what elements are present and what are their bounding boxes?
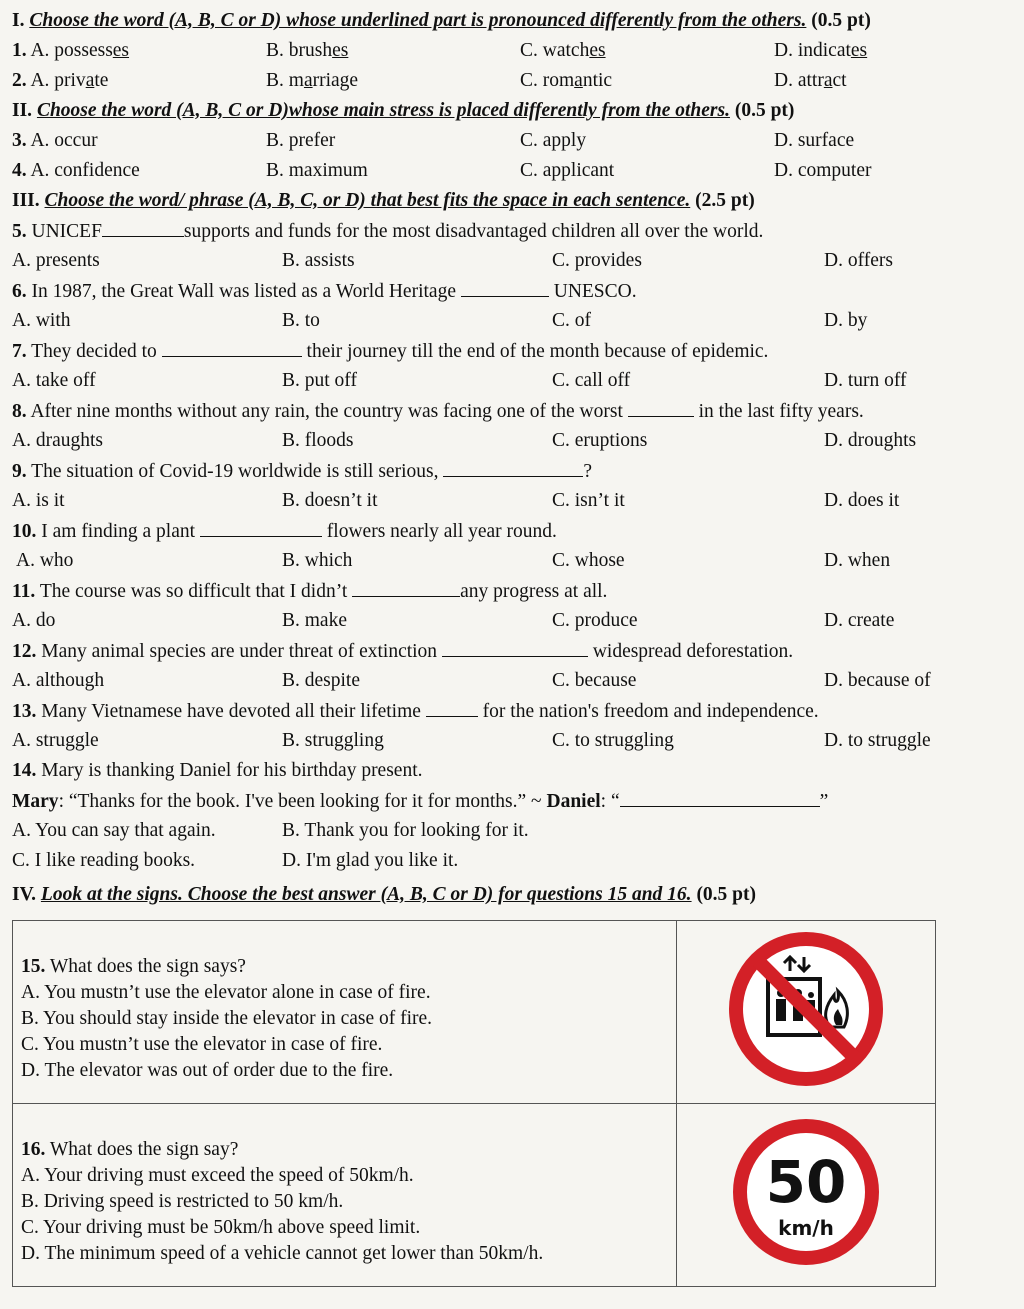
q14-options-ab <box>12 816 1012 846</box>
q9-stem: 9. The situation of Covid-19 worldwide is still serious, ? <box>12 456 1012 486</box>
q12-options <box>12 666 1012 696</box>
q12-option-b[interactable]: B. despite <box>282 670 360 691</box>
daniel-label: Daniel <box>546 791 601 812</box>
q5-option-c[interactable]: C. provides <box>552 250 642 271</box>
q3-option-b[interactable]: B. prefer <box>266 130 336 151</box>
q11-option-b[interactable]: B. make <box>282 610 347 631</box>
q16-option-c[interactable]: C. Your driving must be 50km/h above speed limit. <box>21 1217 421 1238</box>
q6-option-c[interactable]: C. of <box>552 310 591 331</box>
q11-option-a[interactable]: A. do <box>12 610 56 631</box>
section-1-title: Choose the word (A, B, C or D) whose underlined part is pronounced differently from the others. <box>29 10 807 31</box>
q7-option-d[interactable]: D. turn off <box>824 370 907 391</box>
q13-options <box>12 726 1012 756</box>
q11-options <box>12 606 1012 636</box>
q14-option-d[interactable]: D. I'm glad you like it. <box>282 850 459 871</box>
q15-option-b[interactable]: B. You should stay inside the elevator in case of fire. <box>21 1008 433 1029</box>
q14-option-b[interactable]: B. Thank you for looking for it. <box>282 820 529 841</box>
q9-options <box>12 486 1012 516</box>
q4-option-a[interactable]: 4. A. confidence <box>12 160 140 181</box>
q10-stem: 10. I am finding a plant flowers nearly all year round. <box>12 516 1012 546</box>
q9-blank[interactable] <box>443 456 583 477</box>
section-1-heading <box>12 6 1012 36</box>
q2-option-b[interactable]: B. marriage <box>266 70 359 91</box>
mary-label: Mary <box>12 791 59 812</box>
q5-option-b[interactable]: B. assists <box>282 250 355 271</box>
q7-stem: 7. They decided to their journey till the end of the month because of epidemic. <box>12 336 1012 366</box>
q10-option-a[interactable]: A. who <box>16 550 74 571</box>
q4-option-b[interactable]: B. maximum <box>266 160 368 181</box>
q4-option-c[interactable]: C. applicant <box>520 160 615 181</box>
q7-options <box>12 366 1012 396</box>
q6-option-d[interactable]: D. by <box>824 310 868 331</box>
q2-option-c[interactable]: C. romantic <box>520 70 613 91</box>
q5-options <box>12 246 1012 276</box>
section-1-points: (0.5 pt) <box>811 10 871 31</box>
signs-table <box>12 920 936 1287</box>
q3-option-d[interactable]: D. surface <box>774 130 855 151</box>
q8-options <box>12 426 1012 456</box>
q14-blank[interactable] <box>620 786 820 807</box>
q15-cell: 15. What does the sign says? A. You mustn’t use the elevator alone in case of fire. B. You should stay inside the elevator in case of fire. C. You mustn’t use the elevator in case of fire. D. The elevator was out of order due to the fire. <box>13 921 677 1104</box>
q6-options <box>12 306 1012 336</box>
section-2-heading: II. Choose the word (A, B, C or D)whose main stress is placed differently from the others. (0.5 pt) <box>12 100 795 121</box>
q8-option-a[interactable]: A. draughts <box>12 430 103 451</box>
q15-option-d[interactable]: D. The elevator was out of order due to the fire. <box>21 1060 394 1081</box>
q7-blank[interactable] <box>162 336 302 357</box>
q11-stem: 11. The course was so difficult that I didn’t any progress at all. <box>12 576 1012 606</box>
q1-option-c[interactable]: C. watches <box>520 40 606 61</box>
q14-options-cd <box>12 846 1012 876</box>
q14-dialogue: Mary: “Thanks for the book. I've been looking for it for months.” ~ Daniel: “ ” <box>12 786 1012 816</box>
q7-option-b[interactable]: B. put off <box>282 370 357 391</box>
q13-blank[interactable] <box>426 696 478 717</box>
q15-sign-cell <box>677 921 936 1104</box>
q16-option-b[interactable]: B. Driving speed is restricted to 50 km/h. <box>21 1191 344 1212</box>
q16-option-d[interactable]: D. The minimum speed of a vehicle cannot get lower than 50km/h. <box>21 1243 544 1264</box>
q12-stem: 12. Many animal species are under threat of extinction widespread deforestation. <box>12 636 1012 666</box>
q15-option-a[interactable]: A. You mustn’t use the elevator alone in case of fire. <box>21 982 431 1003</box>
q2-option-d[interactable]: D. attract <box>774 70 847 91</box>
q16-sign-cell <box>677 1104 936 1287</box>
q13-stem: 13. Many Vietnamese have devoted all their lifetime for the nation's freedom and independence. <box>12 696 1012 726</box>
q4-row <box>12 156 1012 186</box>
q10-options <box>12 546 1012 576</box>
q8-blank[interactable] <box>628 396 694 417</box>
q9-option-c[interactable]: C. isn’t it <box>552 490 625 511</box>
q6-option-b[interactable]: B. to <box>282 310 320 331</box>
q11-blank[interactable] <box>352 576 460 597</box>
q5-option-d[interactable]: D. offers <box>824 250 893 271</box>
no-elevator-fire-sign-icon <box>726 929 886 1089</box>
q8-stem: 8. After nine months without any rain, the country was facing one of the worst in the last fifty years. <box>12 396 1012 426</box>
q14-option-c[interactable]: C. I like reading books. <box>12 850 196 871</box>
q7-option-a[interactable]: A. take off <box>12 370 96 391</box>
q14-stem: 14. Mary is thanking Daniel for his birthday present. <box>12 760 423 781</box>
q6-stem: 6. In 1987, the Great Wall was listed as a World Heritage UNESCO. <box>12 276 1012 306</box>
q6-option-a[interactable]: A. with <box>12 310 71 331</box>
q2-option-a[interactable]: 2. A. private <box>12 70 109 91</box>
q11-option-d[interactable]: D. create <box>824 610 895 631</box>
speed-number: 50 <box>765 1148 847 1216</box>
q5-stem: 5. UNICEF supports and funds for the most disadvantaged children all over the world. <box>12 216 1012 246</box>
q13-option-b[interactable]: B. struggling <box>282 730 384 751</box>
q1-row <box>12 36 1012 66</box>
q1-option-b[interactable]: B. brushes <box>266 40 349 61</box>
q13-option-d[interactable]: D. to struggle <box>824 730 931 751</box>
q6-blank[interactable] <box>461 276 549 297</box>
speed-limit-sign-icon <box>731 1117 881 1267</box>
q3-option-a[interactable]: 3. A. occur <box>12 130 98 151</box>
q2-row <box>12 66 1012 96</box>
q4-option-d[interactable]: D. computer <box>774 160 872 181</box>
q16-option-a[interactable]: A. Your driving must exceed the speed of 50km/h. <box>21 1165 414 1186</box>
q15-option-c[interactable]: C. You mustn’t use the elevator in case of fire. <box>21 1034 383 1055</box>
q12-option-c[interactable]: C. because <box>552 670 637 691</box>
q11-option-c[interactable]: C. produce <box>552 610 638 631</box>
q10-option-c[interactable]: C. whose <box>552 550 625 571</box>
q3-row <box>12 126 1012 156</box>
section-3-heading: III. Choose the word/ phrase (A, B, C, or D) that best fits the space in each sentence. (2.5 pt) <box>12 190 755 211</box>
q9-option-b[interactable]: B. doesn’t it <box>282 490 378 511</box>
q9-option-d[interactable]: D. does it <box>824 490 900 511</box>
q13-option-c[interactable]: C. to struggling <box>552 730 674 751</box>
q10-blank[interactable] <box>200 516 322 537</box>
q7-option-c[interactable]: C. call off <box>552 370 631 391</box>
q1-option-d[interactable]: D. indicates <box>774 40 868 61</box>
q9-option-a[interactable]: A. is it <box>12 490 65 511</box>
speed-unit: km/h <box>778 1216 834 1240</box>
q12-blank[interactable] <box>442 636 588 657</box>
q1-option-a[interactable]: 1. A. possesses <box>12 40 130 61</box>
q10-option-b[interactable]: B. which <box>282 550 353 571</box>
q8-option-b[interactable]: B. floods <box>282 430 354 451</box>
section-4-heading: IV. Look at the signs. Choose the best answer (A, B, C or D) for questions 15 and 16. (0.5 pt) <box>12 884 757 905</box>
section-1-number: I. <box>12 10 25 31</box>
q14-option-a[interactable]: A. You can say that again. <box>12 820 216 841</box>
q5-option-a[interactable]: A. presents <box>12 250 100 271</box>
q3-option-c[interactable]: C. apply <box>520 130 587 151</box>
q13-option-a[interactable]: A. struggle <box>12 730 99 751</box>
q8-option-c[interactable]: C. eruptions <box>552 430 648 451</box>
q10-option-d[interactable]: D. when <box>824 550 891 571</box>
q8-option-d[interactable]: D. droughts <box>824 430 917 451</box>
q12-option-d[interactable]: D. because of <box>824 670 931 691</box>
q5-blank[interactable] <box>102 216 184 237</box>
q16-cell: 16. What does the sign say? A. Your driving must exceed the speed of 50km/h. B. Driving speed is restricted to 50 km/h. C. Your driving must be 50km/h above speed limit. D. The minimum speed of a vehicle cannot get lower than 50km/h. <box>13 1104 677 1287</box>
q12-option-a[interactable]: A. although <box>12 670 105 691</box>
